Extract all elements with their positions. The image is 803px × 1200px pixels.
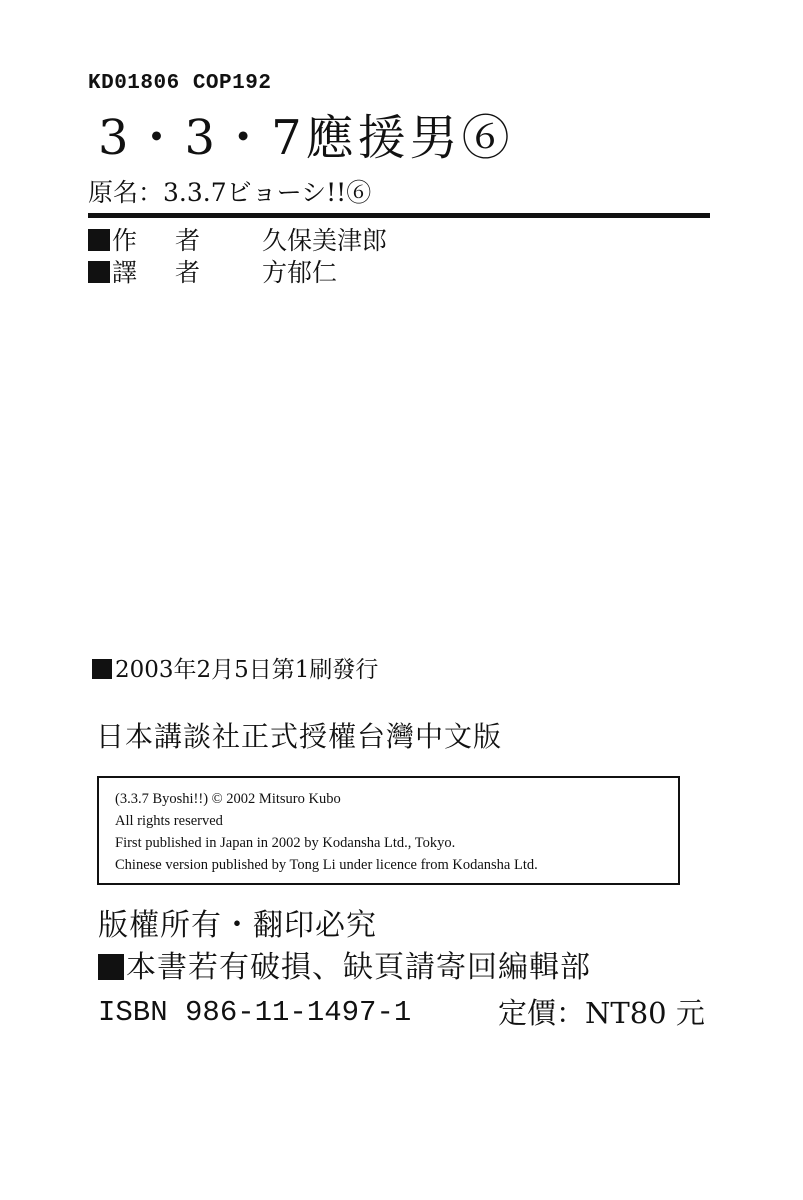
license-line: 日本講談社正式授權台灣中文版 — [96, 720, 503, 753]
bullet-square-icon — [88, 261, 110, 283]
translator-role: 譯者 — [112, 258, 239, 287]
book-title: 3・3・7應援男⑥ — [98, 110, 514, 166]
translator-name: 方郁仁 — [262, 258, 338, 287]
rights-box — [97, 776, 680, 885]
damage-notice — [98, 948, 591, 988]
author-role: 作者 — [112, 226, 239, 255]
damage-notice-text: 本書若有破損、缺頁請寄回編輯部 — [126, 950, 591, 985]
bullet-square-icon — [98, 954, 124, 980]
translator-credit — [88, 256, 337, 290]
author-name: 久保美津郎 — [262, 226, 388, 255]
isbn: ISBN 986-11-1497-1 — [98, 996, 412, 1029]
price: 定價：NT80 元 — [498, 996, 705, 1030]
rights-line: All rights reserved — [115, 813, 223, 829]
author-credit — [88, 224, 387, 258]
publication-date — [92, 654, 378, 686]
rights-line: Chinese version published by Tong Li under licence from Kodansha Ltd. — [115, 857, 538, 873]
copyright-notice: 版權所有・翻印必究 — [98, 908, 377, 943]
bullet-square-icon — [88, 229, 110, 251]
original-title: 原名：3.3.7ビョーシ!!⑥ — [88, 178, 372, 207]
title-divider — [88, 213, 710, 218]
bullet-square-icon — [92, 659, 112, 679]
rights-line: First published in Japan in 2002 by Kodansha Ltd., Tokyo. — [115, 835, 456, 851]
publication-date-text: 2003年2月5日第1刷發行 — [115, 657, 379, 683]
rights-line: (3.3.7 Byoshi!!) © 2002 Mitsuro Kubo — [115, 791, 341, 807]
catalog-code: KD01806 COP192 — [88, 72, 272, 95]
